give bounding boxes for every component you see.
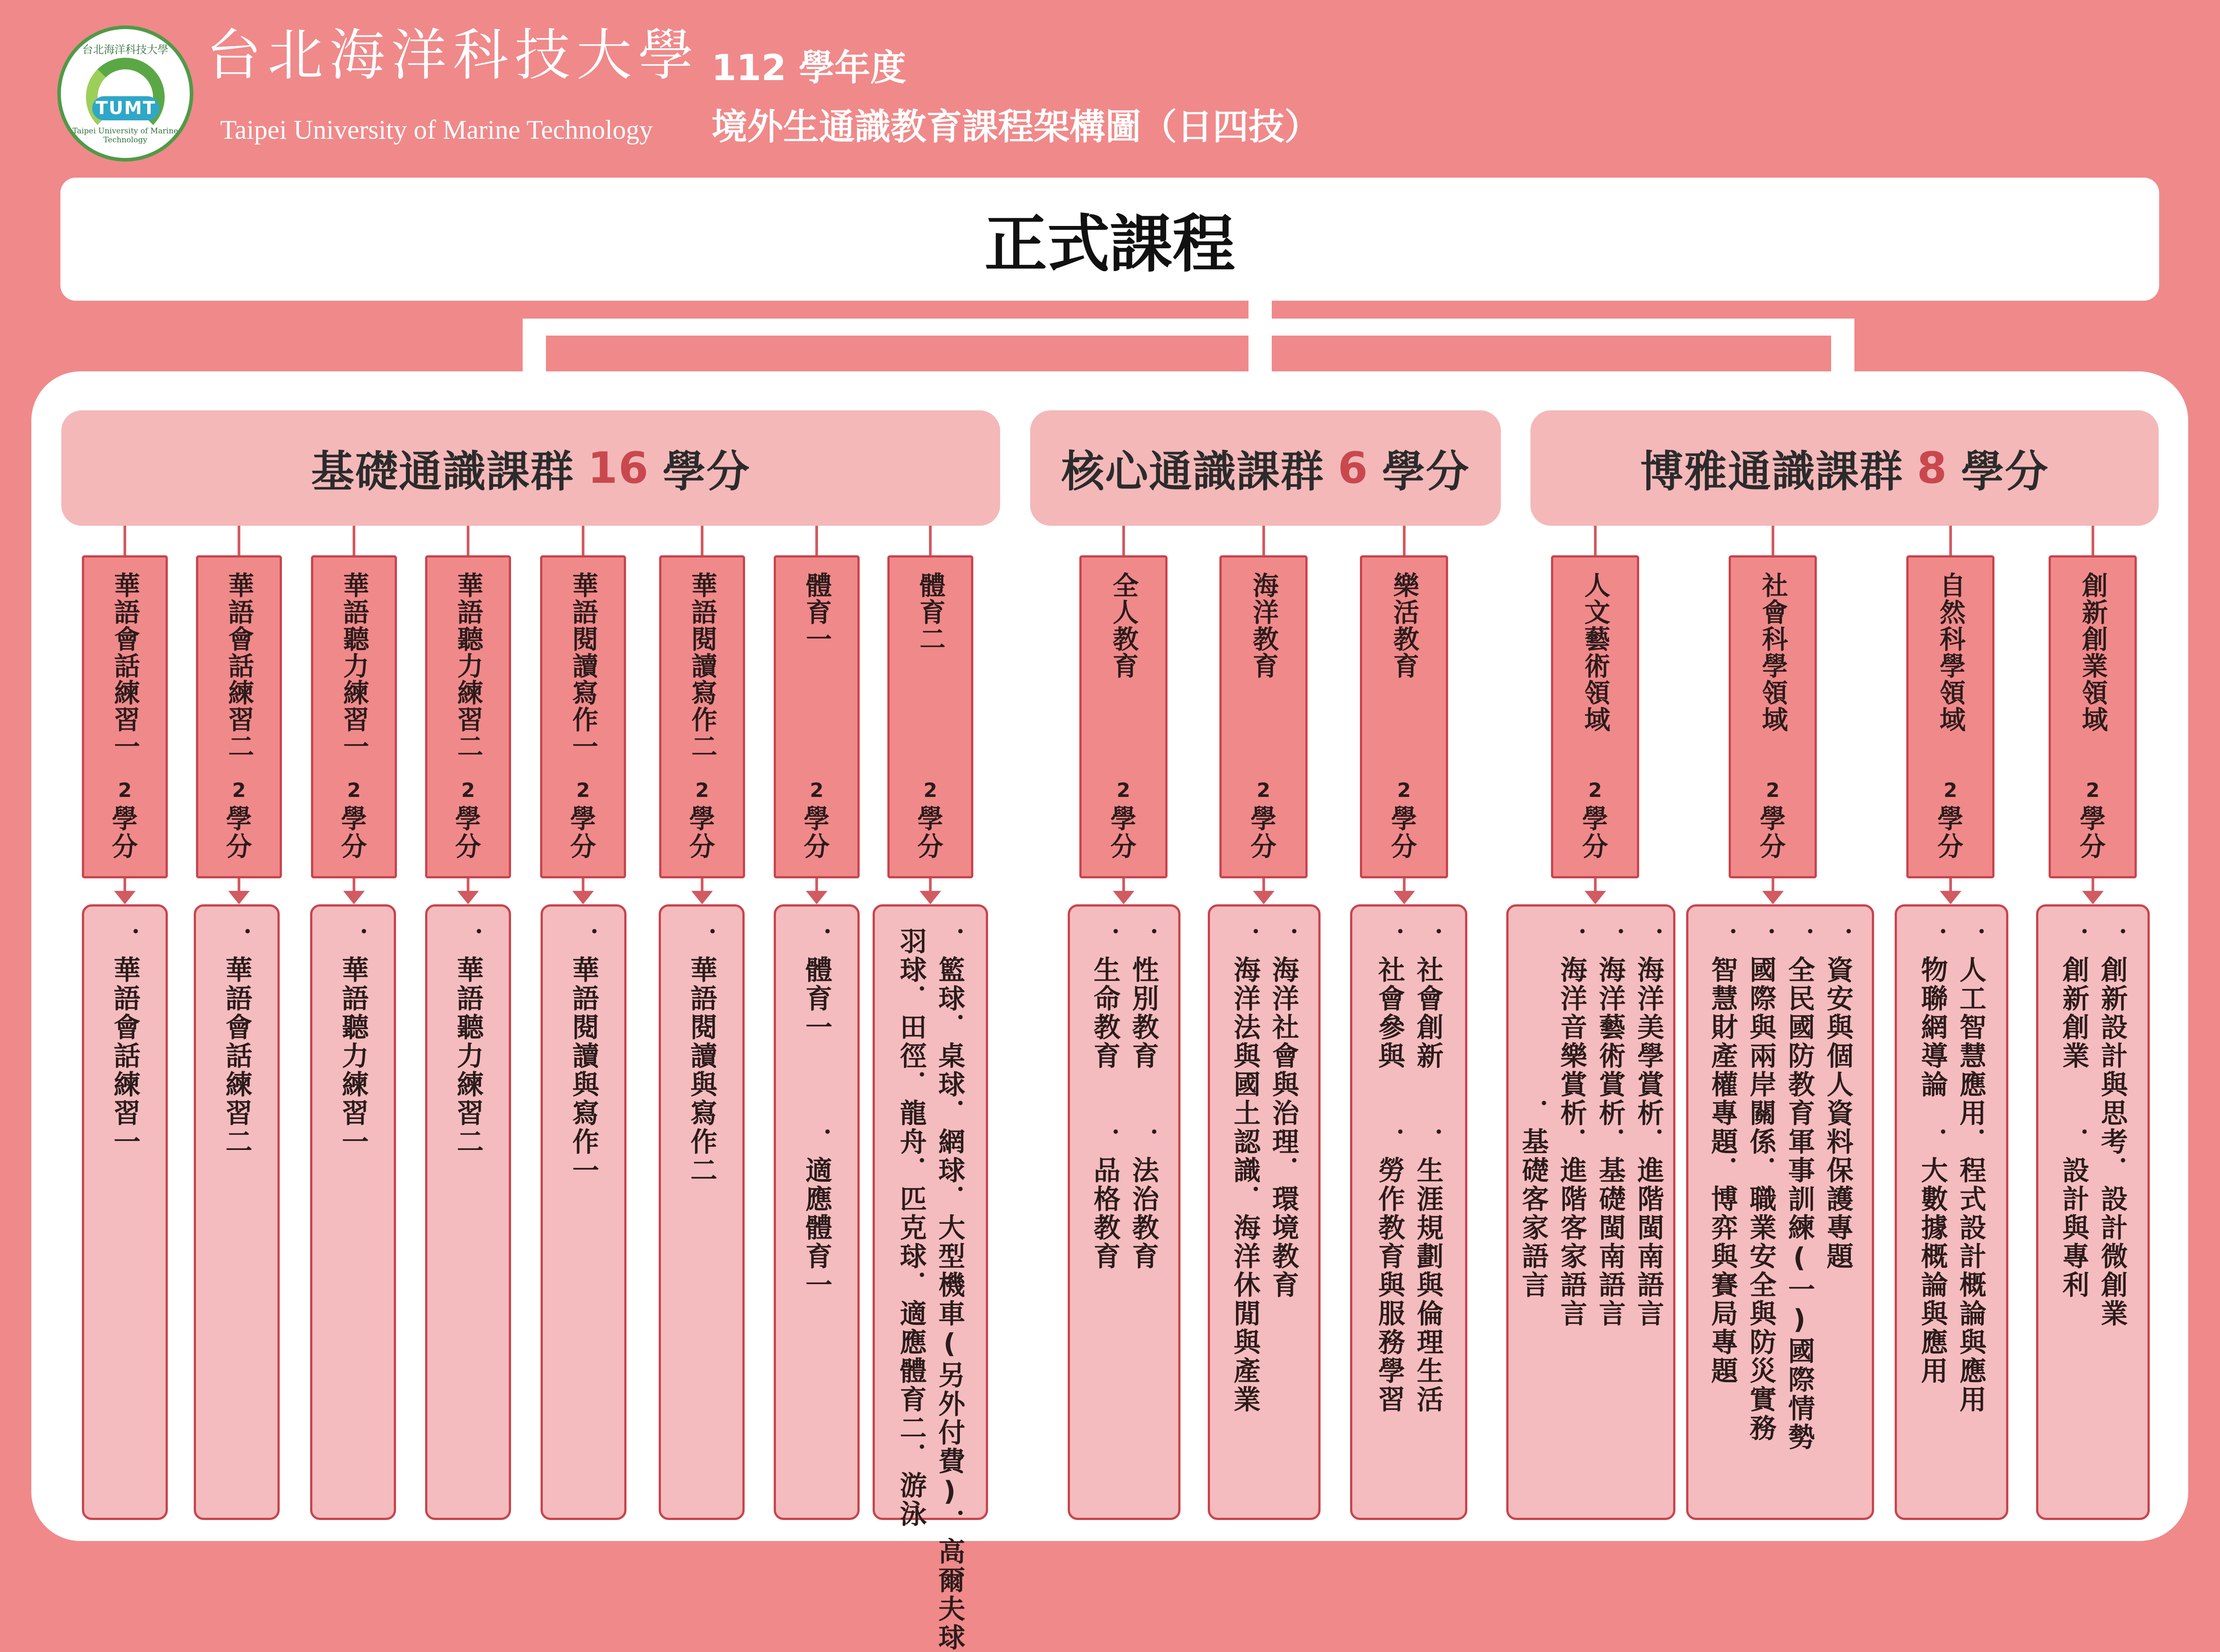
course-detail-item: ．華語閱讀與寫作二 <box>686 927 717 1185</box>
arrow-down-icon <box>1585 891 1606 904</box>
course-name: 華語聽力練習二 <box>453 572 483 760</box>
connector-line <box>467 526 469 555</box>
course-box <box>311 555 397 878</box>
course-detail-item: ．全民國防教育軍事訓練(一)國際情勢 <box>1784 927 1815 1452</box>
course-credit-unit: 學 <box>1250 803 1277 834</box>
course-credit-unit: 學 <box>341 803 367 834</box>
course-detail-item: ．海洋美學賞析．進階閩南語言 <box>1633 927 1664 1328</box>
course-credit-value: 2 <box>347 779 361 802</box>
course-credit-unit: 學 <box>1110 803 1137 834</box>
arrow-down-icon <box>1253 891 1274 904</box>
course-detail-item: ．創新創業 ．設計與專利 <box>2058 927 2089 1299</box>
arrow-down-icon <box>228 891 250 904</box>
course-detail-list <box>196 927 277 1156</box>
course-credit-value: 2 <box>923 779 937 802</box>
course-name: 全人教育 <box>1108 572 1139 679</box>
course-credit-unit: 學 <box>111 803 138 834</box>
course-detail-item: ．華語聽力練習二 <box>452 927 484 1156</box>
course-detail-item: ．海洋藝術賞析．基礎閩南語言 <box>1594 927 1626 1328</box>
course-credit <box>542 781 624 861</box>
arrow-down-icon <box>1762 891 1784 904</box>
course-name: 體育二 <box>915 572 946 652</box>
course-credit <box>2051 781 2135 861</box>
course-detail-box <box>82 904 168 1520</box>
course-credit <box>1222 781 1305 861</box>
university-name-cn: 台北海洋科技大學 <box>206 23 700 88</box>
course-credit <box>198 781 280 861</box>
connector-line <box>1772 526 1774 555</box>
course-detail-box <box>774 904 860 1520</box>
connector-line <box>2092 526 2094 555</box>
course-detail-list <box>1352 927 1465 1414</box>
course-detail-item: ．基礎客家語言 <box>1517 927 1549 1299</box>
course-credit-unit: 學 <box>1582 803 1608 834</box>
course-detail-item: ．創新設計與思考．設計微創業 <box>2096 927 2128 1328</box>
arrow-down-icon <box>572 891 594 904</box>
course-detail-list <box>661 927 742 1185</box>
course-box <box>1551 555 1639 878</box>
arrow-down-icon <box>806 891 827 904</box>
course-detail-item: ．物聯網導論 ．大數據概論與應用 <box>1917 927 1948 1385</box>
course-name: 社會科學領域 <box>1757 572 1788 733</box>
course-detail-list <box>875 927 986 1652</box>
course-detail-box <box>194 904 280 1520</box>
university-name-en: Taipei University of Marine Technology <box>220 115 653 145</box>
academic-year: 112 學年度 <box>712 47 906 89</box>
course-name: 體育一 <box>801 572 832 652</box>
course-credit-unit: 學 <box>570 803 596 834</box>
course-credit <box>1082 781 1165 861</box>
course-credit <box>1731 781 1815 861</box>
course-credit-unit: 學 <box>917 803 943 834</box>
arrow-down-icon <box>691 891 713 904</box>
course-box <box>1219 555 1308 878</box>
course-credit <box>1362 781 1446 861</box>
course-credit-value: 2 <box>695 779 709 802</box>
course-detail-item: ．國際與兩岸關係．職業安全與防災實務 <box>1745 927 1777 1443</box>
connector-line <box>1262 526 1265 555</box>
group-credit-unit: 學分 <box>1382 446 1470 497</box>
course-credit <box>1909 781 1992 861</box>
group-credits: 6 <box>1338 443 1369 493</box>
connector-line <box>1403 526 1406 555</box>
course-box <box>2049 555 2137 878</box>
course-credit-unit: 分 <box>1582 831 1608 862</box>
arrow-down-icon <box>1940 891 1961 904</box>
course-box <box>659 555 745 878</box>
arrow-down-icon <box>343 891 365 904</box>
course-detail-item: ．社會參與 ．勞作教育與服務學習 <box>1374 927 1405 1414</box>
course-credit-unit: 學 <box>455 803 481 834</box>
course-credit <box>661 781 743 861</box>
course-credit-unit: 分 <box>1250 831 1277 862</box>
course-credit-unit: 分 <box>226 831 252 862</box>
course-detail-box <box>1068 904 1180 1520</box>
connector-line <box>1949 526 1952 555</box>
course-name: 創新創業領域 <box>2077 572 2108 733</box>
connector-line <box>124 526 126 555</box>
course-detail-item: ．華語會話練習二 <box>221 927 252 1156</box>
course-detail-item: ．性別教育 ．法治教育 <box>1128 927 1159 1271</box>
course-name: 華語閱讀寫作一 <box>568 572 598 760</box>
course-credit <box>313 781 395 861</box>
course-credit-value: 2 <box>2086 779 2100 802</box>
connector-line <box>701 526 703 555</box>
connector-horizontal <box>523 319 1854 336</box>
course-name: 華語會話練習二 <box>224 572 254 760</box>
course-credit-unit: 分 <box>917 831 943 862</box>
course-credit-unit: 分 <box>803 831 830 862</box>
course-box <box>540 555 626 878</box>
connector-line <box>1594 526 1597 555</box>
course-detail-list <box>776 927 857 1299</box>
course-detail-item: ．人工智慧應用．程式設計概論與應用 <box>1955 927 1986 1414</box>
arrow-down-icon <box>2082 891 2104 904</box>
arrow-down-icon <box>457 891 479 904</box>
course-detail-item: ．華語會話練習一 <box>109 927 141 1156</box>
group-credits: 8 <box>1917 443 1948 493</box>
course-detail-box <box>1208 904 1321 1520</box>
course-credit <box>84 781 166 861</box>
course-detail-box <box>1350 904 1467 1520</box>
group-credits: 16 <box>588 443 649 493</box>
course-detail-box <box>310 904 396 1520</box>
group-name: 博雅通識課群 <box>1640 446 1904 497</box>
course-credit-unit: 分 <box>2079 831 2106 862</box>
course-detail-list <box>543 927 624 1185</box>
arrow-down-icon <box>114 891 136 904</box>
course-credit-value: 2 <box>1588 779 1602 802</box>
course-credit-value: 2 <box>1257 779 1270 802</box>
course-box <box>196 555 282 878</box>
course-detail-item: ．社會創新 ．生涯規劃與倫理生活 <box>1412 927 1444 1414</box>
course-name: 海洋教育 <box>1248 572 1279 679</box>
page-subtitle: 境外生通識教育課程架構圖（日四技） <box>712 106 1320 148</box>
arrow-down-icon <box>920 891 941 904</box>
course-credit-value: 2 <box>118 779 132 802</box>
course-credit-unit: 學 <box>2079 803 2106 834</box>
course-detail-item: ．生命教育 ．品格教育 <box>1089 927 1121 1271</box>
course-detail-item: ．智慧財產權專題．博弈與賽局專題 <box>1707 927 1738 1385</box>
course-detail-item: ．體育一 ．適應體育一 <box>801 927 832 1299</box>
group-credit-unit: 學分 <box>662 446 750 497</box>
course-box <box>425 555 511 878</box>
course-name: 華語閱讀寫作二 <box>687 572 717 760</box>
course-credit-unit: 學 <box>1760 803 1786 834</box>
connector-line <box>353 526 355 555</box>
course-detail-list <box>1508 927 1673 1328</box>
course-credit-value: 2 <box>1397 779 1411 802</box>
course-box <box>1906 555 1994 878</box>
course-detail-list <box>1070 927 1178 1271</box>
course-detail-box <box>873 904 988 1652</box>
connector-line <box>1122 526 1125 555</box>
course-credit-unit: 學 <box>1937 803 1964 834</box>
course-detail-list <box>427 927 509 1156</box>
course-credit-value: 2 <box>1943 779 1957 802</box>
course-box <box>1729 555 1817 878</box>
course-detail-item: ．華語閱讀與寫作一 <box>568 927 599 1185</box>
course-credit-unit: 學 <box>689 803 715 834</box>
course-detail-list <box>1897 927 2006 1414</box>
logo-ring-text-en: Taipei University of Marine Technology <box>72 127 178 145</box>
connector-line <box>238 526 240 555</box>
course-credit-unit: 分 <box>689 831 715 862</box>
course-credit-unit: 分 <box>570 831 596 862</box>
university-logo <box>57 26 193 162</box>
course-credit-unit: 分 <box>1937 831 1964 862</box>
course-detail-item: ．海洋法與國土認識．海洋休閒與產業 <box>1229 927 1261 1414</box>
arrow-down-icon <box>1113 891 1134 904</box>
course-detail-box <box>2036 904 2150 1520</box>
course-credit-value: 2 <box>576 779 590 802</box>
course-detail-item: ．籃球．桌球．網球．大型機車(另外付費)．高爾夫球 <box>934 927 965 1652</box>
course-detail-item: 羽球．田徑．龍舟．匹克球．適應體育二．游泳 <box>895 927 927 1529</box>
course-detail-item: ．海洋社會與治理．環境教育 <box>1268 927 1299 1299</box>
group-name: 核心通識課群 <box>1061 446 1325 497</box>
arrow-down-icon <box>1393 891 1415 904</box>
course-detail-box <box>659 904 745 1520</box>
course-detail-box <box>1506 904 1675 1520</box>
formal-course-label: 正式課程 <box>984 208 1235 281</box>
connector-line <box>815 526 818 555</box>
course-credit-unit: 學 <box>226 803 252 834</box>
course-detail-list <box>84 927 166 1156</box>
course-detail-box <box>1686 904 1874 1520</box>
course-detail-box <box>425 904 511 1520</box>
course-credit-unit: 學 <box>1391 803 1417 834</box>
course-credit-value: 2 <box>1116 779 1130 802</box>
course-credit-unit: 分 <box>1110 831 1137 862</box>
course-credit-unit: 分 <box>1760 831 1786 862</box>
course-credit <box>1553 781 1637 861</box>
course-credit-value: 2 <box>810 779 824 802</box>
course-detail-list <box>2038 927 2148 1328</box>
course-credit-unit: 分 <box>111 831 138 862</box>
group-header-liberal <box>1530 410 2159 526</box>
course-credit-unit: 分 <box>455 831 481 862</box>
group-name: 基礎通識課群 <box>311 446 575 497</box>
course-detail-list <box>312 927 394 1156</box>
course-credit-value: 2 <box>1766 779 1780 802</box>
course-detail-box <box>541 904 626 1520</box>
course-detail-list <box>1210 927 1318 1414</box>
course-credit <box>776 781 857 861</box>
course-name: 華語會話練習一 <box>110 572 140 760</box>
course-detail-list <box>1688 927 1872 1452</box>
connector-line <box>582 526 584 555</box>
course-credit-unit: 分 <box>1391 831 1417 862</box>
course-credit-value: 2 <box>232 779 246 802</box>
course-detail-item: ．資安與個人資料保護專題 <box>1822 927 1854 1271</box>
course-credit-unit: 分 <box>341 831 367 862</box>
course-detail-item: ．海洋音樂賞析．進階客家語言 <box>1556 927 1587 1328</box>
group-header-core <box>1030 410 1501 526</box>
course-credit-unit: 學 <box>803 803 830 834</box>
course-credit <box>890 781 971 861</box>
course-detail-box <box>1895 904 2008 1520</box>
connector-center-drop <box>1248 301 1272 381</box>
course-box <box>887 555 973 878</box>
formal-course-header <box>60 178 2159 301</box>
connector-line <box>929 526 932 555</box>
course-detail-item: ．華語聽力練習一 <box>337 927 369 1156</box>
course-box <box>1079 555 1168 878</box>
group-header-basic <box>61 410 1000 526</box>
course-box <box>82 555 168 878</box>
course-credit-value: 2 <box>461 779 475 802</box>
course-name: 自然科學領域 <box>1935 572 1966 733</box>
group-credit-unit: 學分 <box>1961 446 2049 497</box>
course-box <box>1360 555 1448 878</box>
course-box <box>774 555 860 878</box>
logo-ring-text: 台北海洋科技大學 <box>82 43 168 56</box>
course-credit <box>427 781 509 861</box>
logo-badge: TUMT <box>92 96 159 120</box>
course-name: 華語聽力練習一 <box>339 572 369 760</box>
course-name: 樂活教育 <box>1389 572 1419 679</box>
course-name: 人文藝術領域 <box>1580 572 1611 733</box>
